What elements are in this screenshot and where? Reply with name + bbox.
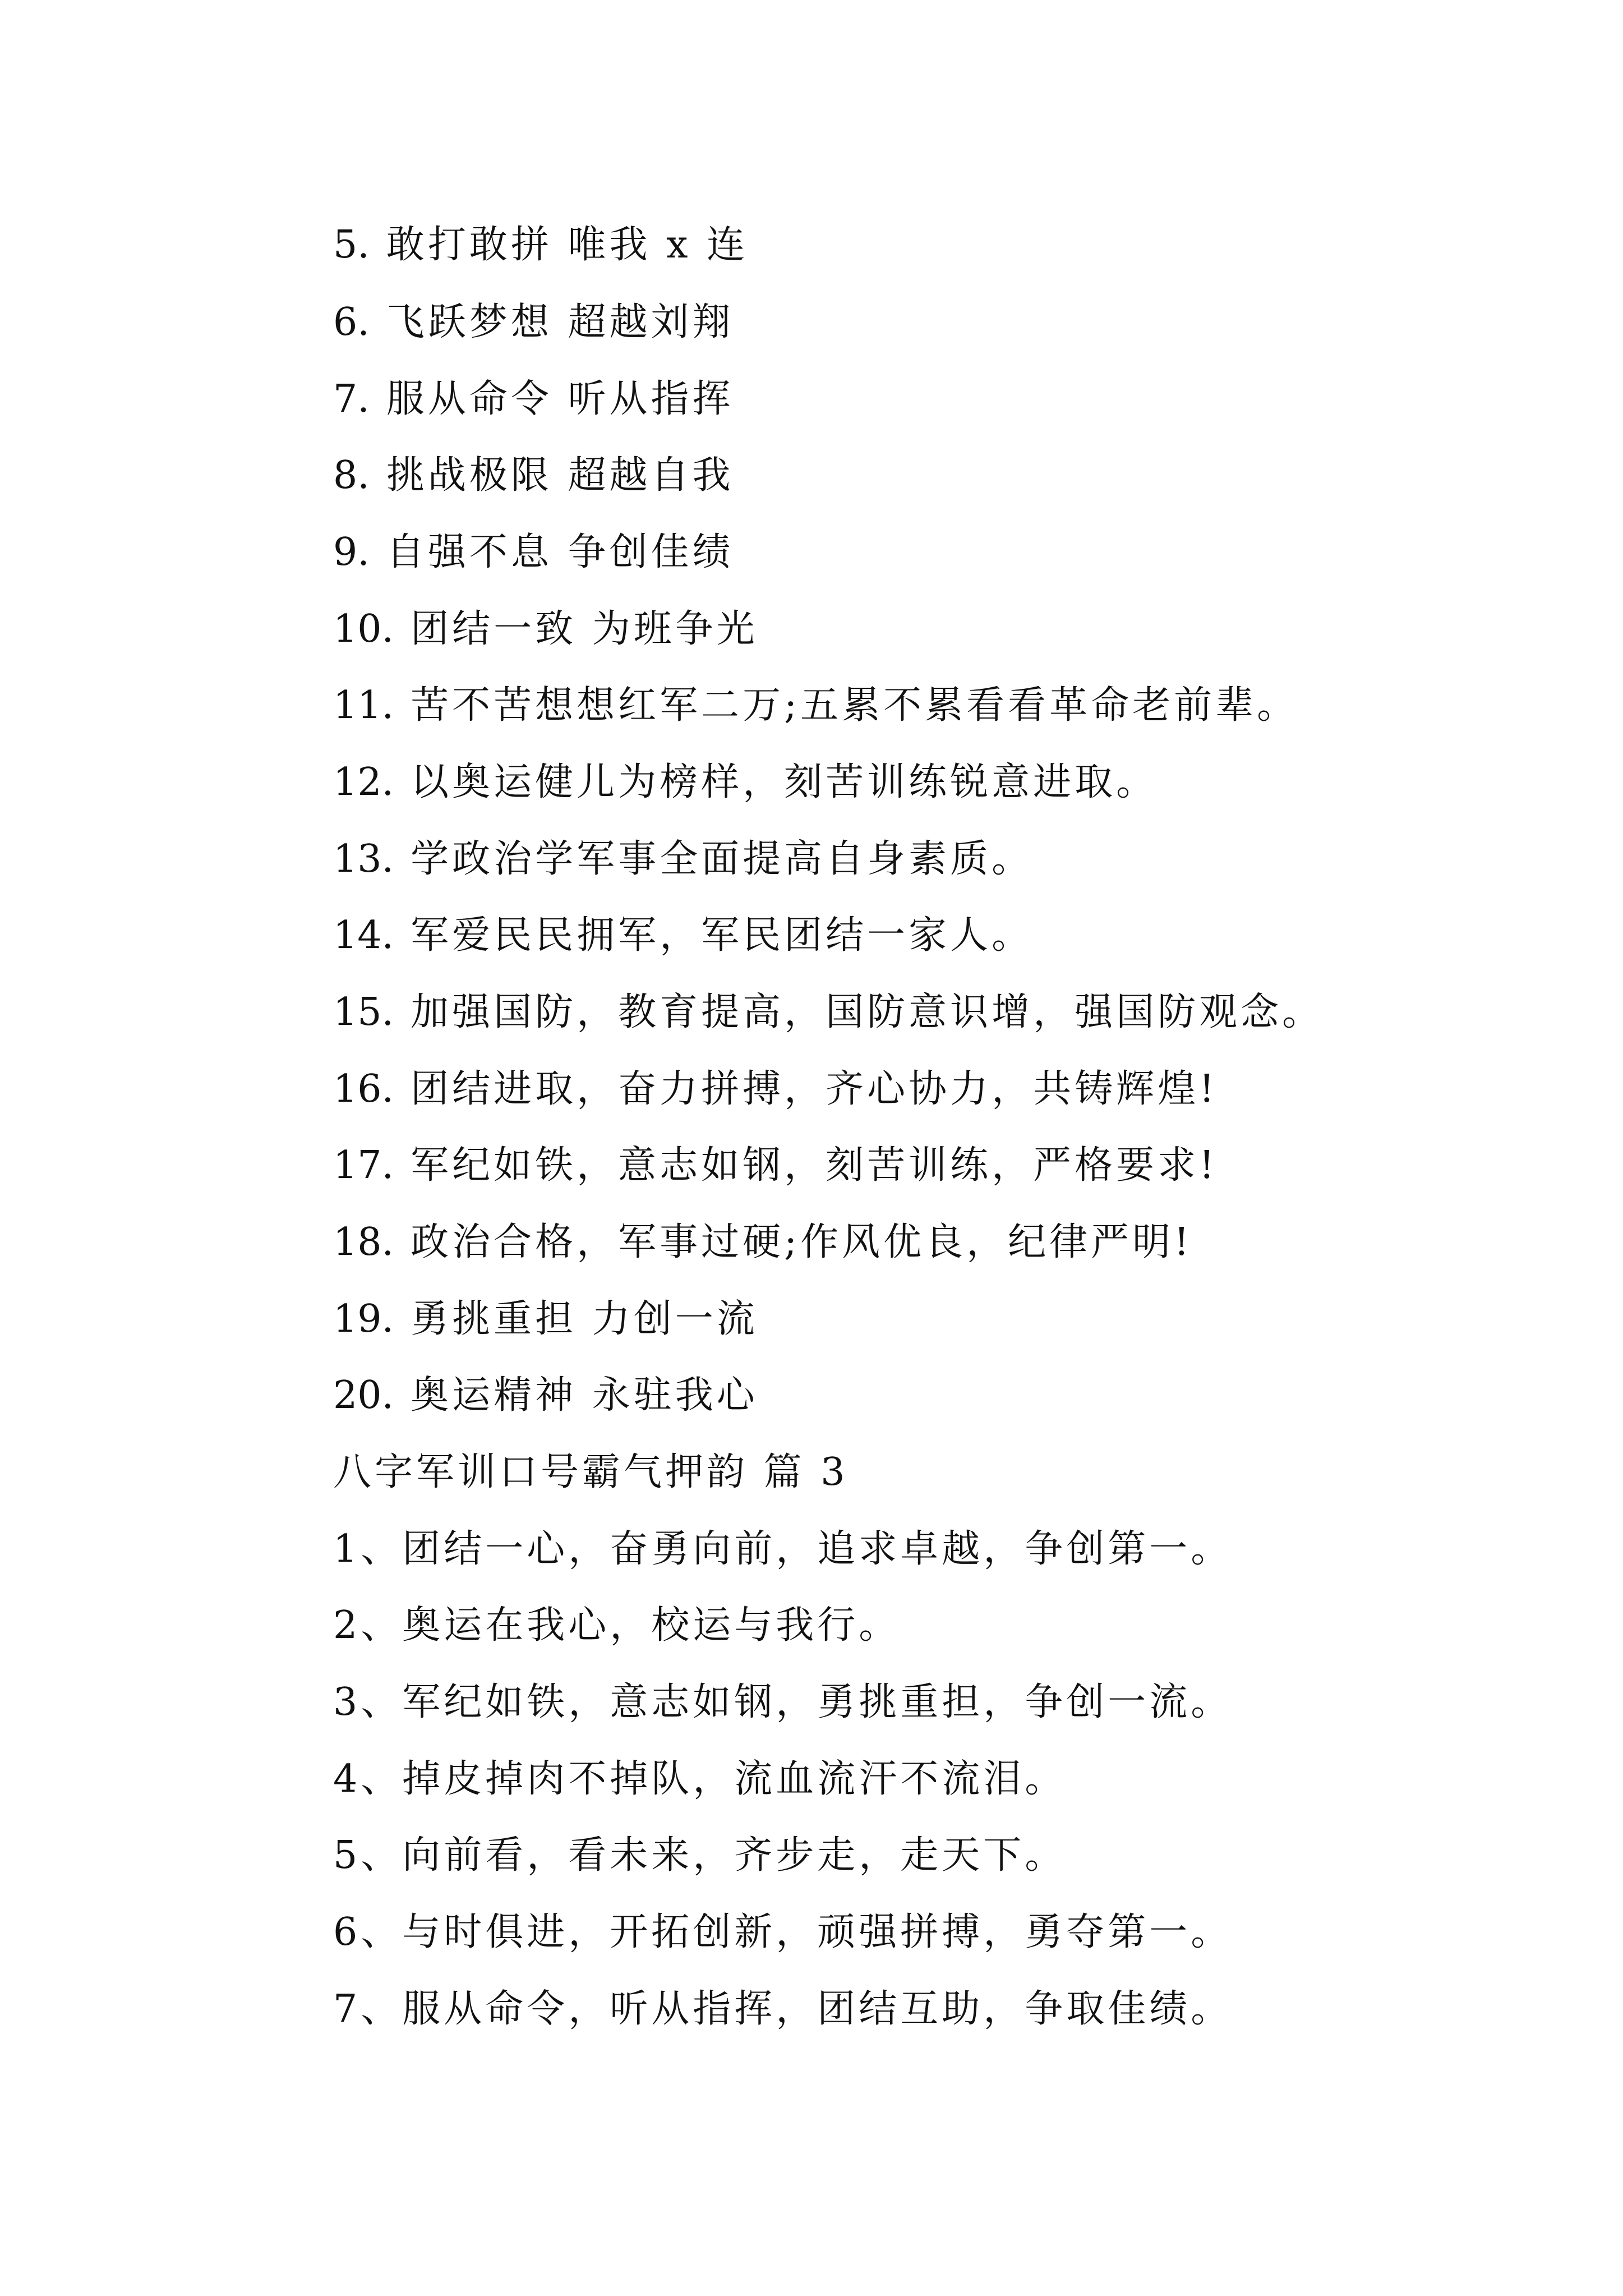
list-item: [333, 1064, 1218, 1115]
item-text: 奥运精神 永驻我心: [411, 1373, 758, 1418]
item-number: 13.: [333, 837, 394, 881]
item-number: 18.: [333, 1220, 394, 1264]
list-item: [333, 987, 1324, 1038]
item-text: 以奥运健儿为榜样，刻苦训练锐意进取。: [411, 760, 1158, 804]
item-number: 10.: [333, 607, 394, 651]
list-item: [333, 604, 758, 655]
list-item: [333, 527, 734, 578]
item-number: 9.: [333, 530, 370, 574]
item-text: 苦不苦想想红军二万;五累不累看看革命老前辈。: [411, 683, 1299, 728]
list-item: [333, 1984, 1232, 2035]
item-number: 12.: [333, 760, 394, 804]
item-number: 16.: [333, 1067, 394, 1111]
list-item: [333, 374, 734, 425]
item-number: 14.: [333, 913, 394, 958]
list-item: [333, 1754, 1066, 1805]
item-text: 勇挑重担 力创一流: [411, 1297, 758, 1341]
section-heading: [333, 1447, 849, 1498]
item-text: 7、服从命令，听从指挥，团结互助，争取佳绩。: [333, 1987, 1233, 2031]
list-item: [333, 220, 748, 270]
item-text: 1、团结一心，奋勇向前，追求卓越，争创第一。: [333, 1527, 1233, 1571]
item-number: 17.: [333, 1143, 394, 1188]
item-number: 5.: [333, 223, 370, 267]
list-item: [333, 1524, 1232, 1575]
item-text: 军爱民民拥军，军民团结一家人。: [411, 913, 1034, 958]
list-item: [333, 297, 734, 348]
item-number: 8.: [333, 453, 370, 498]
item-text: 团结进取，奋力拼搏，齐心协力，共铸辉煌!: [411, 1067, 1218, 1111]
list-item: [333, 910, 1033, 961]
item-text: 学政治学军事全面提高自身素质。: [411, 837, 1034, 881]
list-item: [333, 1907, 1232, 1958]
list-item: [333, 757, 1158, 808]
item-text: 政治合格，军事过硬;作风优良，纪律严明!: [411, 1220, 1193, 1264]
item-number: 11.: [333, 683, 394, 728]
item-text: 军纪如铁，意志如钢，刻苦训练，严格要求!: [411, 1143, 1218, 1188]
item-text: 5、向前看，看未来，齐步走，走天下。: [333, 1833, 1067, 1878]
list-item: [333, 450, 734, 501]
list-item: [333, 1370, 758, 1421]
list-item: [333, 1294, 758, 1345]
item-text: 自强不息 争创佳绩: [386, 530, 734, 574]
item-number: 7.: [333, 377, 370, 421]
list-item: [333, 1217, 1192, 1268]
item-text: 4、掉皮掉肉不掉队，流血流汗不流泪。: [333, 1757, 1067, 1801]
item-text: 3、军纪如铁，意志如钢，勇挑重担，争创一流。: [333, 1680, 1233, 1724]
list-item: [333, 1830, 1066, 1881]
item-number: 19.: [333, 1297, 394, 1341]
item-text: 6、与时俱进，开拓创新，顽强拼搏，勇夺第一。: [333, 1910, 1233, 1954]
section-heading-text: 八字军训口号霸气押韵 篇 3: [333, 1450, 849, 1494]
item-number: 6.: [333, 300, 370, 344]
item-text: 挑战极限 超越自我: [386, 453, 734, 498]
item-text: 飞跃梦想 超越刘翔: [386, 300, 734, 344]
item-text: 团结一致 为班争光: [411, 607, 758, 651]
item-text: 2、奥运在我心，校运与我行。: [333, 1603, 901, 1648]
list-item: [333, 834, 1033, 885]
list-item: [333, 1600, 900, 1651]
list-item: [333, 1677, 1232, 1728]
item-number: 20.: [333, 1373, 394, 1418]
item-number: 15.: [333, 990, 394, 1034]
item-text: 敢打敢拼 唯我 x 连: [386, 223, 749, 267]
item-text: 服从命令 听从指挥: [386, 377, 734, 421]
list-item: [333, 1140, 1218, 1191]
list-item: [333, 680, 1298, 731]
item-text: 加强国防，教育提高，国防意识增，强国防观念。: [411, 990, 1324, 1034]
